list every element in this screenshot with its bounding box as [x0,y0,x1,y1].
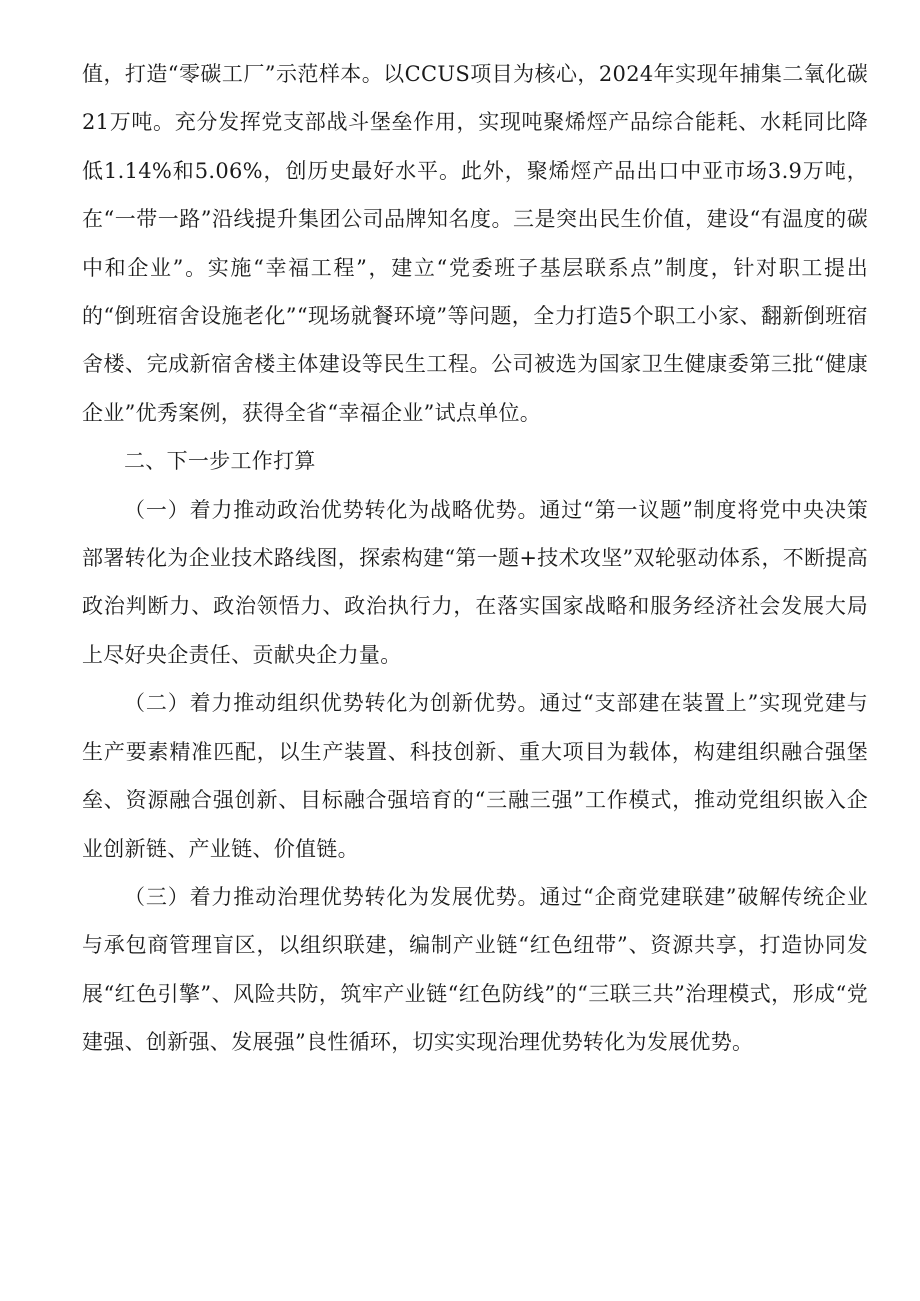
paragraph-item-1: （一）着力推动政治优势转化为战略优势。通过“第一议题”制度将党中央决策部署转化为企业技术路线图，探索构建“第一题+技术攻坚”双轮驱动体系，不断提高政治判断力、政治领悟力、政治执行力，在落实国家战略和服务经济社会发展大局上尽好央企责任、贡献央企力量。 [82,497,868,667]
document-page [82,50,868,1067]
section-heading-next-steps: 二、下一步工作打算 [124,449,316,474]
paragraph-continuation: 值，打造“零碳工厂”示范样本。以CCUS项目为核心，2024年实现年捕集二氧化碳21万吨。充分发挥党支部战斗堡垒作用，实现吨聚烯烴产品综合能耗、水耗同比降低1.14%和5.06%，创历史最好水平。此外，聚烯烴产品出口中亚市场3.9万吨，在“一带一路”沿线提升集团公司品牌知名度。三是突出民生价值，建设“有温度的碳中和企业”。实施“幸福工程”，建立“党委班子基层联系点”制度，针对职工提出的“倒班宿舍设施老化”“现场就餐环境”等问题，全力打造5个职工小家、翻新倒班宿舍楼、完成新宿舍楼主体建设等民生工程。公司被选为国家卫生健康委第三批“健康企业”优秀案例，获得全省“幸福企业”试点单位。 [82,62,868,425]
paragraph-item-3: （三）着力推动治理优势转化为发展优势。通过“企商党建联建”破解传统企业与承包商管理盲区，以组织联建，编制产业链“红色纽带”、资源共享，打造协同发展“红色引擎”、风险共防，筑牢产业链“红色防线”的“三联三共”治理模式，形成“党建强、创新强、发展强”良性循环，切实实现治理优势转化为发展优势。 [82,884,868,1055]
paragraph-item-2: （二）着力推动组织优势转化为创新优势。通过“支部建在装置上”实现党建与生产要素精准匹配，以生产装置、科技创新、重大项目为载体，构建组织融合强堡垒、资源融合强创新、目标融合强培育的“三融三强”工作模式，推动党组织嵌入企业创新链、产业链、价值链。 [82,691,868,861]
